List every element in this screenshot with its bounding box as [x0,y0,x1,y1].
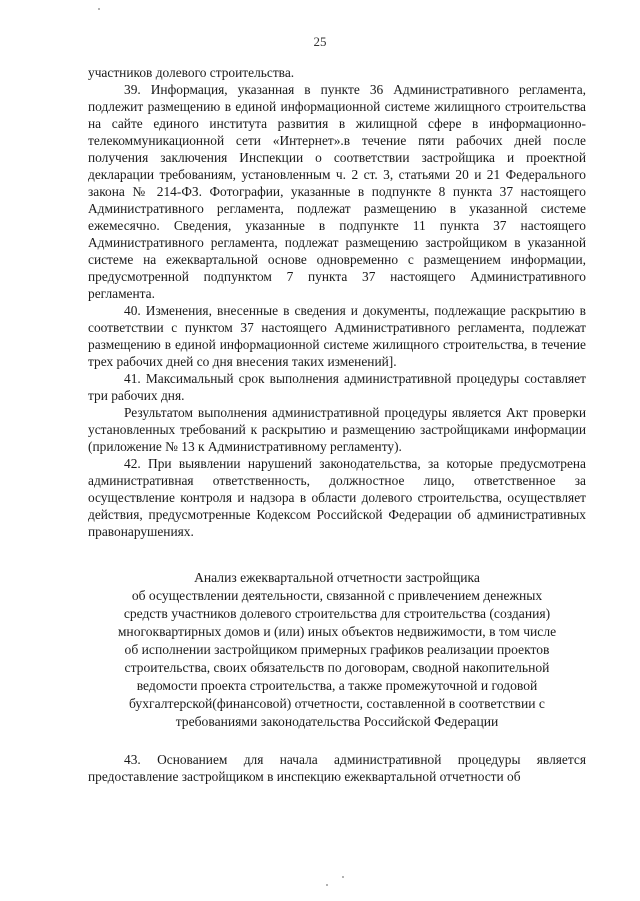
paragraph: 39. Информация, указанная в пункте 36 Административного регламента, подлежит размещению в единой информационной системе жилищного строительства на сайте единого института развития в жилищной сфере в информационно-телекоммуникационной сети «Интернет».в течение пяти рабочих дней после получения заключения Инспекции о соответствии застройщика и проектной декларации требованиям, установленным ч. 2 ст. 3, статьями 20 и 21 Федерального закона № 214-ФЗ. Фотографии, указанные в подпункте 8 пункта 37 настоящего Административного регламента, подлежат размещению в указанной системе ежемесячно. Сведения, указанные в подпункте 11 пункта 37 настоящего Административного регламента, подлежат размещению застройщиком в указанной системе на ежеквартальной основе одновременно с размещением информации, предусмотренной подпунктом 7 пункта 37 настоящего Административного регламента. [88,82,586,301]
heading-line: строительства, своих обязательств по договорам, сводной накопительной [124,660,550,675]
heading-line: об осуществлении деятельности, связанной с привлечением денежных [131,588,543,603]
paragraph: 43. Основанием для начала административной процедуры является предоставление застройщиком в инспекцию ежеквартальной отчетности об [88,752,586,784]
paragraph-group-bottom [88,751,586,785]
paragraph: 42. При выявлении нарушений законодательства, за которые предусмотрена административная ответственность, должностное лицо, ответственное за осуществление контроля и надзора в области долевого строительства, осуществляет действия, предусмотренные Кодексом Российской Федерации об административных правонарушениях. [88,456,586,539]
paragraph: 41. Максимальный срок выполнения административной процедуры составляет три рабочих дня. [88,371,586,403]
paragraph-group-top [88,64,586,540]
document-body [88,64,586,785]
section-heading [88,569,586,731]
heading-line: средств участников долевого строительства для строительства (создания) [123,606,551,621]
heading-line: требованиями законодательства Российской Федерации [175,714,499,729]
heading-line: об исполнении застройщиком примерных графиков реализации проектов [124,642,550,657]
heading-line: многоквартирных домов и (или) иных объектов недвижимости, в том числе [117,624,557,639]
heading-line: Анализ ежеквартальной отчетности застройщика [194,570,480,585]
paragraph: участников долевого строительства. [88,65,295,80]
scan-speck [326,884,328,886]
heading-line: ведомости проекта строительства, а также промежуточной и годовой [136,678,538,693]
paragraph: 40. Изменения, внесенные в сведения и документы, подлежащие раскрытию в соответствии с пунктом 37 настоящего Административного регламента, подлежат размещению в единой информационной системе жилищного строительства, в течение трех рабочих дней со дня внесения таких изменений]. [88,303,586,369]
scan-speck [98,8,100,10]
paragraph: Результатом выполнения административной процедуры является Акт проверки установленных требований к раскрытию и размещению застройщиками информации (приложение № 13 к Административному регламенту). [88,405,586,454]
heading-line: бухгалтерской(финансовой) отчетности, составленной в соответствии с [129,696,545,711]
scan-speck [342,876,344,878]
page-number: 25 [313,34,327,49]
